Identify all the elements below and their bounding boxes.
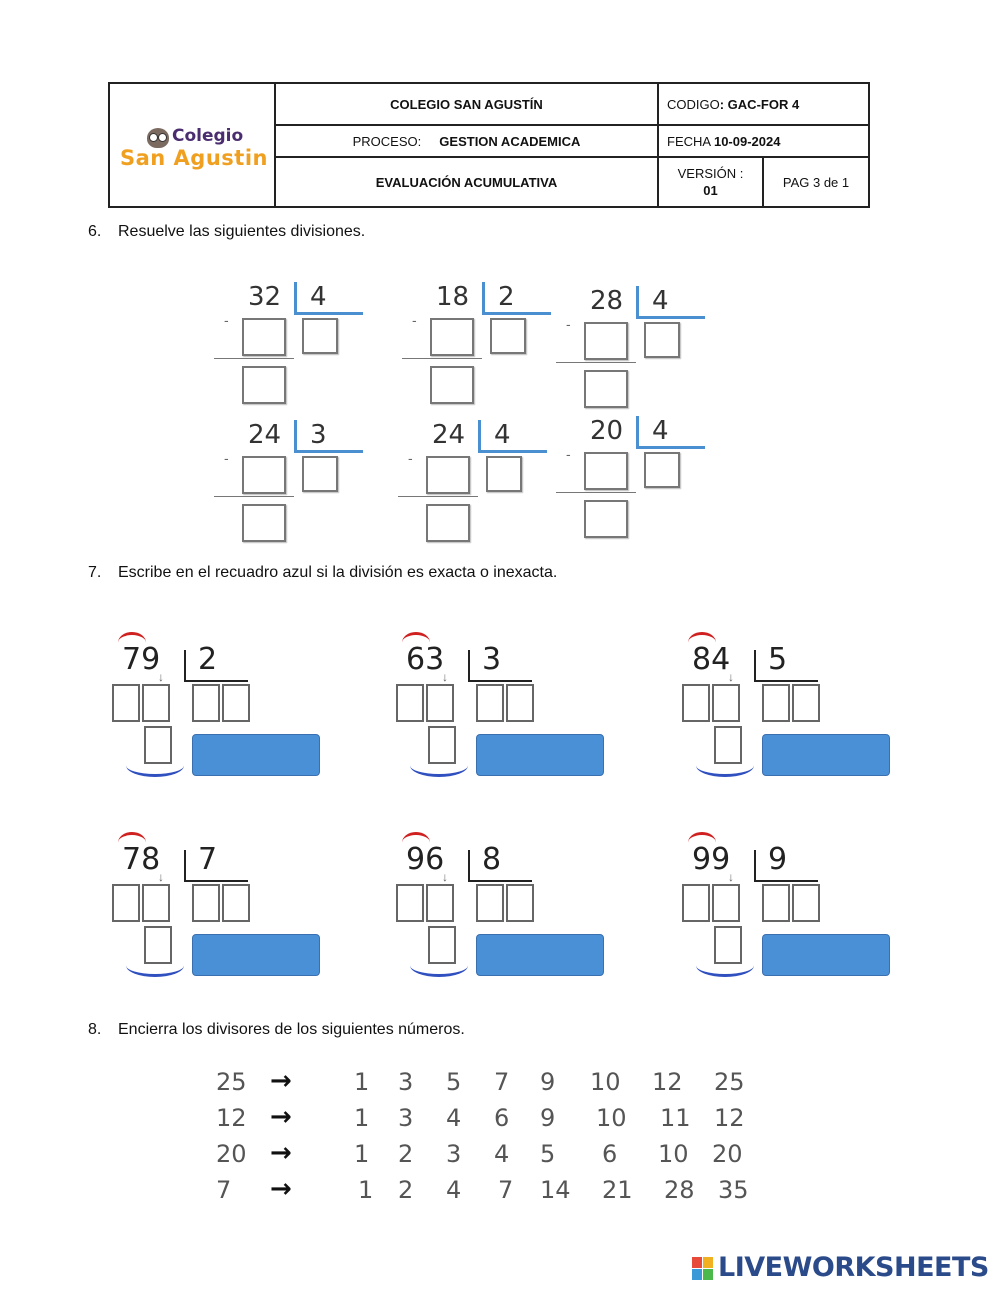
divisor-option[interactable]: 5	[540, 1140, 556, 1168]
divisor: 5	[768, 642, 788, 677]
digit-box[interactable]	[426, 684, 454, 722]
divisor-option[interactable]: 28	[664, 1176, 695, 1204]
division-exercise	[214, 282, 374, 412]
divisor: 3	[310, 420, 327, 450]
fecha-cell	[658, 125, 869, 157]
dividend: 24	[248, 420, 282, 450]
subtraction-line	[402, 358, 482, 359]
dividend: 63	[406, 642, 445, 677]
blue-curve-mark	[126, 954, 184, 977]
divisor: 4	[652, 286, 669, 316]
logo-line1: Colegio	[172, 126, 244, 146]
divisor: 3	[482, 642, 502, 677]
question-7	[88, 564, 557, 582]
division-bracket	[482, 282, 551, 315]
divisor-option[interactable]: 4	[446, 1104, 462, 1132]
digit-box[interactable]	[712, 884, 740, 922]
division-exercise	[682, 832, 922, 992]
divisor-option[interactable]: 20	[712, 1140, 743, 1168]
row-number: 12	[216, 1104, 247, 1132]
divisor-option[interactable]: 4	[446, 1176, 462, 1204]
division-bracket	[294, 282, 363, 315]
divisor-option[interactable]: 9	[540, 1104, 556, 1132]
remainder-input-box[interactable]	[242, 366, 286, 404]
version-value: 01	[703, 183, 718, 198]
down-arrow-icon: ↓	[158, 670, 164, 684]
dividend: 78	[122, 842, 161, 877]
remainder-input-box[interactable]	[242, 504, 286, 542]
division-exercise	[112, 832, 352, 992]
quotient-input-box[interactable]	[486, 456, 522, 492]
answer-blue-box[interactable]	[476, 934, 604, 976]
divisor-option[interactable]: 2	[398, 1140, 414, 1168]
subtraction-line	[556, 362, 636, 363]
division-bracket	[636, 286, 705, 319]
divisor: 4	[310, 282, 327, 312]
digit-box[interactable]	[142, 884, 170, 922]
fecha-label: FECHA	[667, 133, 711, 149]
division-exercise	[556, 286, 716, 416]
quotient-input-box[interactable]	[302, 456, 338, 492]
remainder-input-box[interactable]	[584, 500, 628, 538]
divisor: 2	[498, 282, 515, 312]
divisor-option[interactable]: 10	[596, 1104, 627, 1132]
blue-curve-mark	[696, 754, 754, 777]
minus-sign: -	[408, 450, 413, 466]
answer-blue-box[interactable]	[192, 734, 320, 776]
quotient-digit-box[interactable]	[192, 684, 220, 722]
division-exercise	[402, 282, 562, 412]
divisor-option[interactable]: 21	[602, 1176, 633, 1204]
row-number: 25	[216, 1068, 247, 1096]
quotient-digit-box[interactable]	[792, 684, 820, 722]
digit-box[interactable]	[142, 684, 170, 722]
quotient-digit-box[interactable]	[792, 884, 820, 922]
codigo-label: CODIGO	[667, 96, 720, 112]
divisor: 7	[198, 842, 218, 877]
division-exercise	[112, 632, 352, 792]
digit-box[interactable]	[396, 884, 424, 922]
digit-box[interactable]	[682, 884, 710, 922]
division-bracket	[636, 416, 705, 449]
divisor-option[interactable]: 5	[446, 1068, 462, 1096]
question-6	[88, 223, 365, 241]
quotient-digit-box[interactable]	[476, 884, 504, 922]
divisor-option[interactable]: 1	[354, 1068, 370, 1096]
divisor: 2	[198, 642, 218, 677]
dividend: 24	[432, 420, 466, 450]
row-number: 7	[216, 1176, 232, 1204]
quotient-digit-box[interactable]	[506, 684, 534, 722]
liveworksheets-brand: LIVEWORKSHEETS	[718, 1252, 989, 1283]
divisor-option[interactable]: 6	[602, 1140, 618, 1168]
division-bracket	[478, 420, 547, 453]
divisor-option[interactable]: 35	[718, 1176, 749, 1204]
minus-sign: -	[412, 312, 417, 328]
quotient-digit-box[interactable]	[192, 884, 220, 922]
subtraction-line	[214, 358, 294, 359]
remainder-input-box[interactable]	[426, 504, 470, 542]
division-exercise	[682, 632, 922, 792]
digit-box[interactable]	[112, 884, 140, 922]
division-bracket	[294, 420, 363, 453]
right-arrow-icon: →	[270, 1066, 292, 1096]
divisor-option[interactable]: 6	[494, 1104, 510, 1132]
blue-curve-mark	[696, 954, 754, 977]
divisor-option[interactable]: 10	[590, 1068, 621, 1096]
answer-blue-box[interactable]	[762, 734, 890, 776]
down-arrow-icon: ↓	[442, 870, 448, 884]
quotient-digit-box[interactable]	[222, 884, 250, 922]
divisor-option[interactable]: 11	[660, 1104, 691, 1132]
codigo-value: : GAC-FOR 4	[719, 96, 800, 112]
quotient-input-box[interactable]	[490, 318, 526, 354]
divisor-option[interactable]: 10	[658, 1140, 689, 1168]
divisor-option[interactable]: 12	[714, 1104, 745, 1132]
divisor-option[interactable]: 12	[652, 1068, 683, 1096]
quotient-input-box[interactable]	[644, 322, 680, 358]
digit-box[interactable]	[682, 684, 710, 722]
down-arrow-icon: ↓	[442, 670, 448, 684]
quotient-digit-box[interactable]	[222, 684, 250, 722]
dividend: 28	[590, 286, 624, 316]
divisor-option[interactable]: 3	[398, 1104, 414, 1132]
answer-blue-box[interactable]	[192, 934, 320, 976]
answer-blue-box[interactable]	[476, 734, 604, 776]
quotient-input-box[interactable]	[644, 452, 680, 488]
product-input-box[interactable]	[584, 452, 628, 490]
version-cell	[658, 157, 763, 207]
question-text: Encierra los divisores de los siguientes números.	[118, 1021, 465, 1038]
division-exercise	[214, 420, 374, 550]
row-number: 20	[216, 1140, 247, 1168]
product-input-box[interactable]	[584, 322, 628, 360]
divisor-option[interactable]: 2	[398, 1176, 414, 1204]
divisor-option[interactable]: 4	[494, 1140, 510, 1168]
product-input-box[interactable]	[430, 318, 474, 356]
dividend: 96	[406, 842, 445, 877]
divisor-option[interactable]: 3	[446, 1140, 462, 1168]
divisor-option[interactable]: 9	[540, 1068, 556, 1096]
product-input-box[interactable]	[426, 456, 470, 494]
owl-logo-icon	[147, 128, 169, 148]
divisor: 4	[652, 416, 669, 446]
minus-sign: -	[566, 446, 571, 462]
subtraction-line	[214, 496, 294, 497]
question-number: 7.	[88, 564, 102, 581]
dividend: 18	[436, 282, 470, 312]
dividend: 32	[248, 282, 282, 312]
divisor-option[interactable]: 7	[498, 1176, 514, 1204]
digit-box[interactable]	[112, 684, 140, 722]
version-label: VERSIÓN :	[677, 166, 744, 181]
blue-curve-mark	[410, 754, 468, 777]
proceso-label: PROCESO:	[352, 133, 422, 149]
question-number: 6.	[88, 223, 102, 240]
quotient-input-box[interactable]	[302, 318, 338, 354]
divisor: 8	[482, 842, 502, 877]
divisor-option[interactable]: 7	[494, 1068, 510, 1096]
proceso-value: GESTION ACADEMICA	[439, 133, 581, 149]
product-input-box[interactable]	[242, 318, 286, 356]
subtraction-line	[556, 492, 636, 493]
quotient-digit-box[interactable]	[476, 684, 504, 722]
question-text: Resuelve las siguientes divisiones.	[118, 223, 366, 240]
question-number: 8.	[88, 1021, 102, 1038]
divisor-option[interactable]: 3	[398, 1068, 414, 1096]
right-arrow-icon: →	[270, 1138, 292, 1168]
page-indicator: PAG 3 de 1	[763, 157, 869, 207]
blue-curve-mark	[410, 954, 468, 977]
codigo-cell	[658, 83, 869, 125]
dividend: 20	[590, 416, 624, 446]
minus-sign: -	[566, 316, 571, 332]
divisor: 9	[768, 842, 788, 877]
digit-box[interactable]	[396, 684, 424, 722]
divisor-option[interactable]: 1	[358, 1176, 374, 1204]
logo-line2: San Agustin	[120, 146, 268, 170]
down-arrow-icon: ↓	[728, 870, 734, 884]
subtraction-line	[398, 496, 478, 497]
division-exercise	[398, 420, 558, 550]
answer-blue-box[interactable]	[762, 934, 890, 976]
division-exercise	[556, 416, 716, 546]
dividend: 79	[122, 642, 161, 677]
remainder-input-box[interactable]	[584, 370, 628, 408]
divisor-option[interactable]: 1	[354, 1140, 370, 1168]
divisor-option[interactable]: 1	[354, 1104, 370, 1132]
down-arrow-icon: ↓	[158, 870, 164, 884]
digit-box[interactable]	[426, 884, 454, 922]
minus-sign: -	[224, 312, 229, 328]
down-arrow-icon: ↓	[728, 670, 734, 684]
fecha-value: 10-09-2024	[713, 133, 781, 149]
divisor: 4	[494, 420, 511, 450]
evaluacion-title: EVALUACIÓN ACUMULATIVA	[275, 157, 658, 207]
dividend: 84	[692, 642, 731, 677]
liveworksheets-logo-icon	[692, 1257, 714, 1281]
remainder-input-box[interactable]	[430, 366, 474, 404]
division-exercise	[396, 832, 636, 992]
divisor-option[interactable]: 25	[714, 1068, 745, 1096]
right-arrow-icon: →	[270, 1102, 292, 1132]
division-exercise	[396, 632, 636, 792]
quotient-digit-box[interactable]	[506, 884, 534, 922]
minus-sign: -	[224, 450, 229, 466]
quotient-digit-box[interactable]	[762, 884, 790, 922]
proceso-cell	[275, 125, 658, 157]
question-8	[88, 1021, 465, 1039]
question-text: Escribe en el recuadro azul si la división es exacta o inexacta.	[118, 564, 558, 581]
digit-box[interactable]	[712, 684, 740, 722]
dividend: 99	[692, 842, 731, 877]
right-arrow-icon: →	[270, 1174, 292, 1204]
quotient-digit-box[interactable]	[762, 684, 790, 722]
product-input-box[interactable]	[242, 456, 286, 494]
school-name: COLEGIO SAN AGUSTÍN	[275, 83, 658, 125]
divisor-option[interactable]: 14	[540, 1176, 571, 1204]
blue-curve-mark	[126, 754, 184, 777]
